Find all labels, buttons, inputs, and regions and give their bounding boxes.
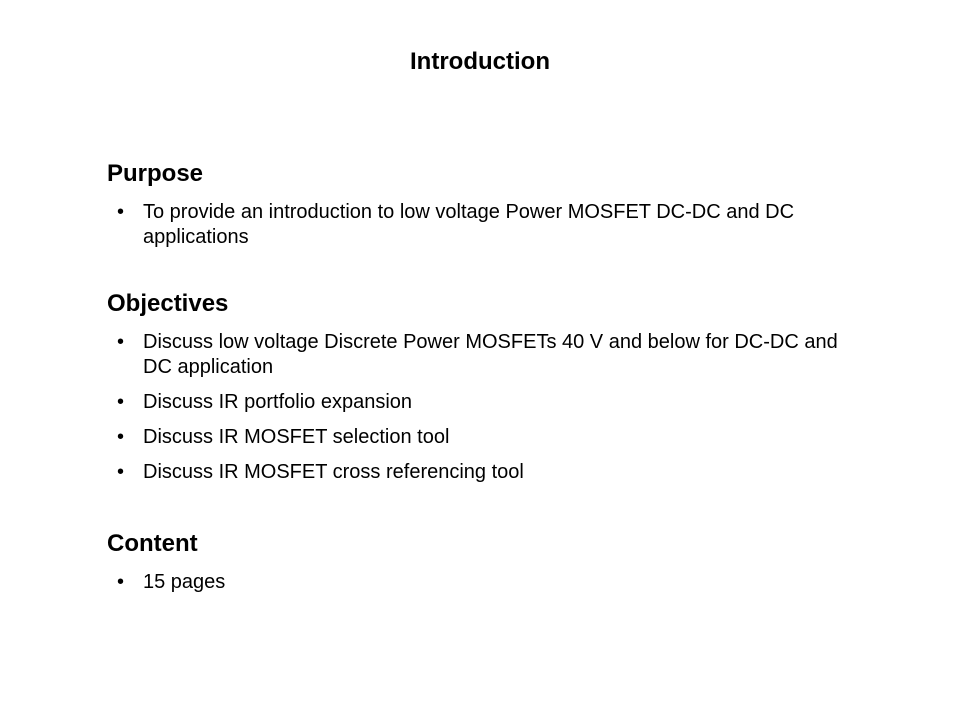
list-item [107, 425, 867, 450]
objectives-heading: Objectives [107, 290, 229, 317]
list-item [107, 460, 867, 485]
purpose-section [107, 160, 867, 260]
objective-item-text: Discuss IR MOSFET selection tool [143, 426, 450, 448]
bullet-icon: • [117, 426, 125, 448]
content-section [107, 530, 867, 605]
content-list [107, 570, 867, 595]
bullet-icon: • [117, 571, 125, 593]
content-heading: Content [107, 530, 198, 557]
objective-item-text: Discuss IR portfolio expansion [143, 391, 413, 413]
slide-title: Introduction [410, 48, 550, 75]
objectives-section [107, 290, 867, 495]
bullet-icon: • [117, 201, 125, 223]
objectives-list [107, 330, 867, 485]
list-item [107, 200, 867, 250]
list-item [107, 390, 867, 415]
bullet-icon: • [117, 331, 125, 353]
bullet-icon: • [117, 461, 125, 483]
list-item [107, 570, 867, 595]
purpose-list [107, 200, 867, 250]
purpose-heading: Purpose [107, 160, 204, 187]
objective-item-text: Discuss low voltage Discrete Power MOSFETs 40 V and below for DC-DC and DC application [143, 331, 838, 378]
bullet-icon: • [117, 391, 125, 413]
objective-item-text: Discuss IR MOSFET cross referencing tool [143, 461, 524, 483]
purpose-item-text: To provide an introduction to low voltage Power MOSFET DC-DC and DC applications [143, 201, 795, 248]
list-item [107, 330, 867, 380]
content-item-text: 15 pages [143, 571, 226, 593]
